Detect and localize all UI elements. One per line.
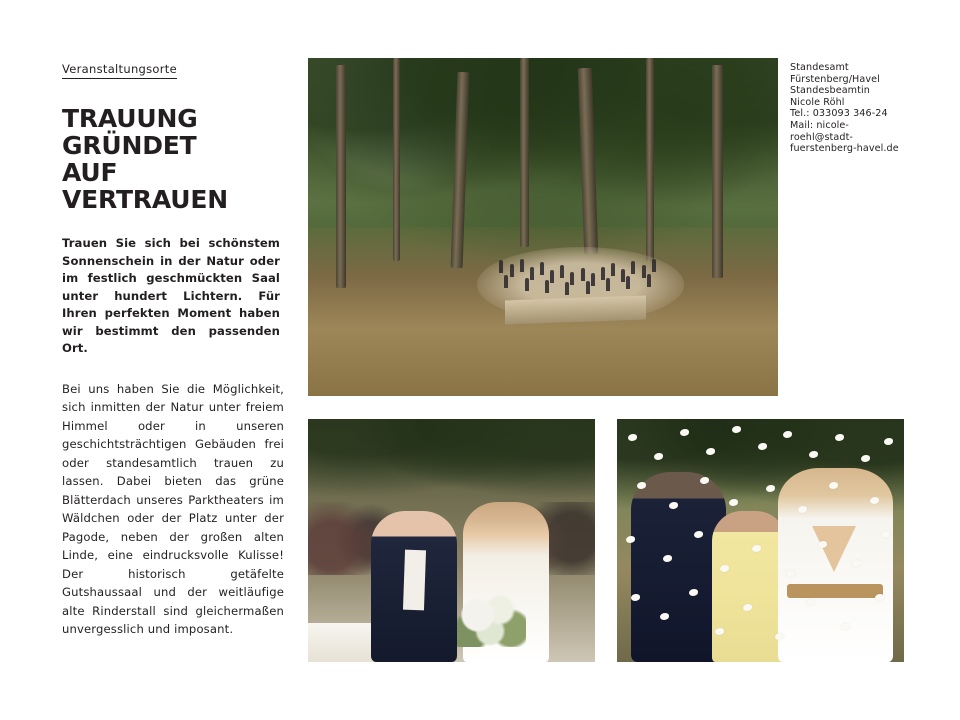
page-title xyxy=(62,105,272,213)
tree-trunk xyxy=(520,58,529,247)
body-paragraph: Bei uns haben Sie die Möglichkeit, sich inmitten der Natur unter freiem Himmel oder in unseren geschichtsträchtigen Gebäuden frei oder standesamtlich trauen zu lassen. Dabei bieten das grüne Blätterdach unseres Parktheaters im Wäldchen oder der Platz unter der Pagode, neben der großen alten Linde, eine eindrucksvolle Kulisse! Der historisch getäfelte Gutshaussaal und der weitläufige alte Rinderstall sind gleichermaßen unvergesslich und imposant. xyxy=(62,381,284,636)
lede-paragraph: Trauen Sie sich bei schönstem Sonnenschein in der Natur oder im festlich geschmückten Saal unter hundert Lichtern. Für Ihren perfekten Moment haben wir bestimmt den passenden Ort. xyxy=(62,236,280,355)
tree-trunk xyxy=(712,65,723,278)
photo-ceremony-forest xyxy=(308,58,778,396)
photo-couple-ceremony-content xyxy=(308,419,595,662)
photo-confetti-toss xyxy=(617,419,904,662)
bridal-bouquet xyxy=(457,594,526,647)
tree-trunk xyxy=(393,58,400,261)
page-title-line-1: TRAUUNG GRÜNDET xyxy=(62,104,198,160)
wooden-platform xyxy=(505,296,646,325)
contact-mail: Mail: nicole-roehl@stadt-fuerstenberg-havel.de xyxy=(790,119,899,155)
page-title-line-2: AUF VERTRAUEN xyxy=(62,158,228,214)
contact-office: Standesamt xyxy=(790,62,849,73)
contact-role: Standesbeamtin xyxy=(790,85,870,97)
section-kicker: Veranstaltungsorte xyxy=(62,62,177,79)
photo-couple-ceremony xyxy=(308,419,595,662)
groom-shirt xyxy=(403,550,426,611)
tree-trunk xyxy=(336,65,346,288)
petals-group xyxy=(617,419,904,662)
groom-figure xyxy=(371,511,457,662)
contact-location: Fürstenberg/Havel xyxy=(790,73,880,85)
article-text-column xyxy=(62,58,284,639)
forest-canopy-layer xyxy=(308,58,778,268)
tree-trunk xyxy=(646,58,654,261)
contact-block xyxy=(790,62,910,155)
photo-ceremony-forest-content xyxy=(308,58,778,396)
wedding-guests-group xyxy=(496,251,665,298)
contact-phone: Tel.: 033093 346-24 xyxy=(790,108,888,120)
photo-confetti-toss-content xyxy=(617,419,904,662)
contact-name: Nicole Röhl xyxy=(790,96,845,108)
